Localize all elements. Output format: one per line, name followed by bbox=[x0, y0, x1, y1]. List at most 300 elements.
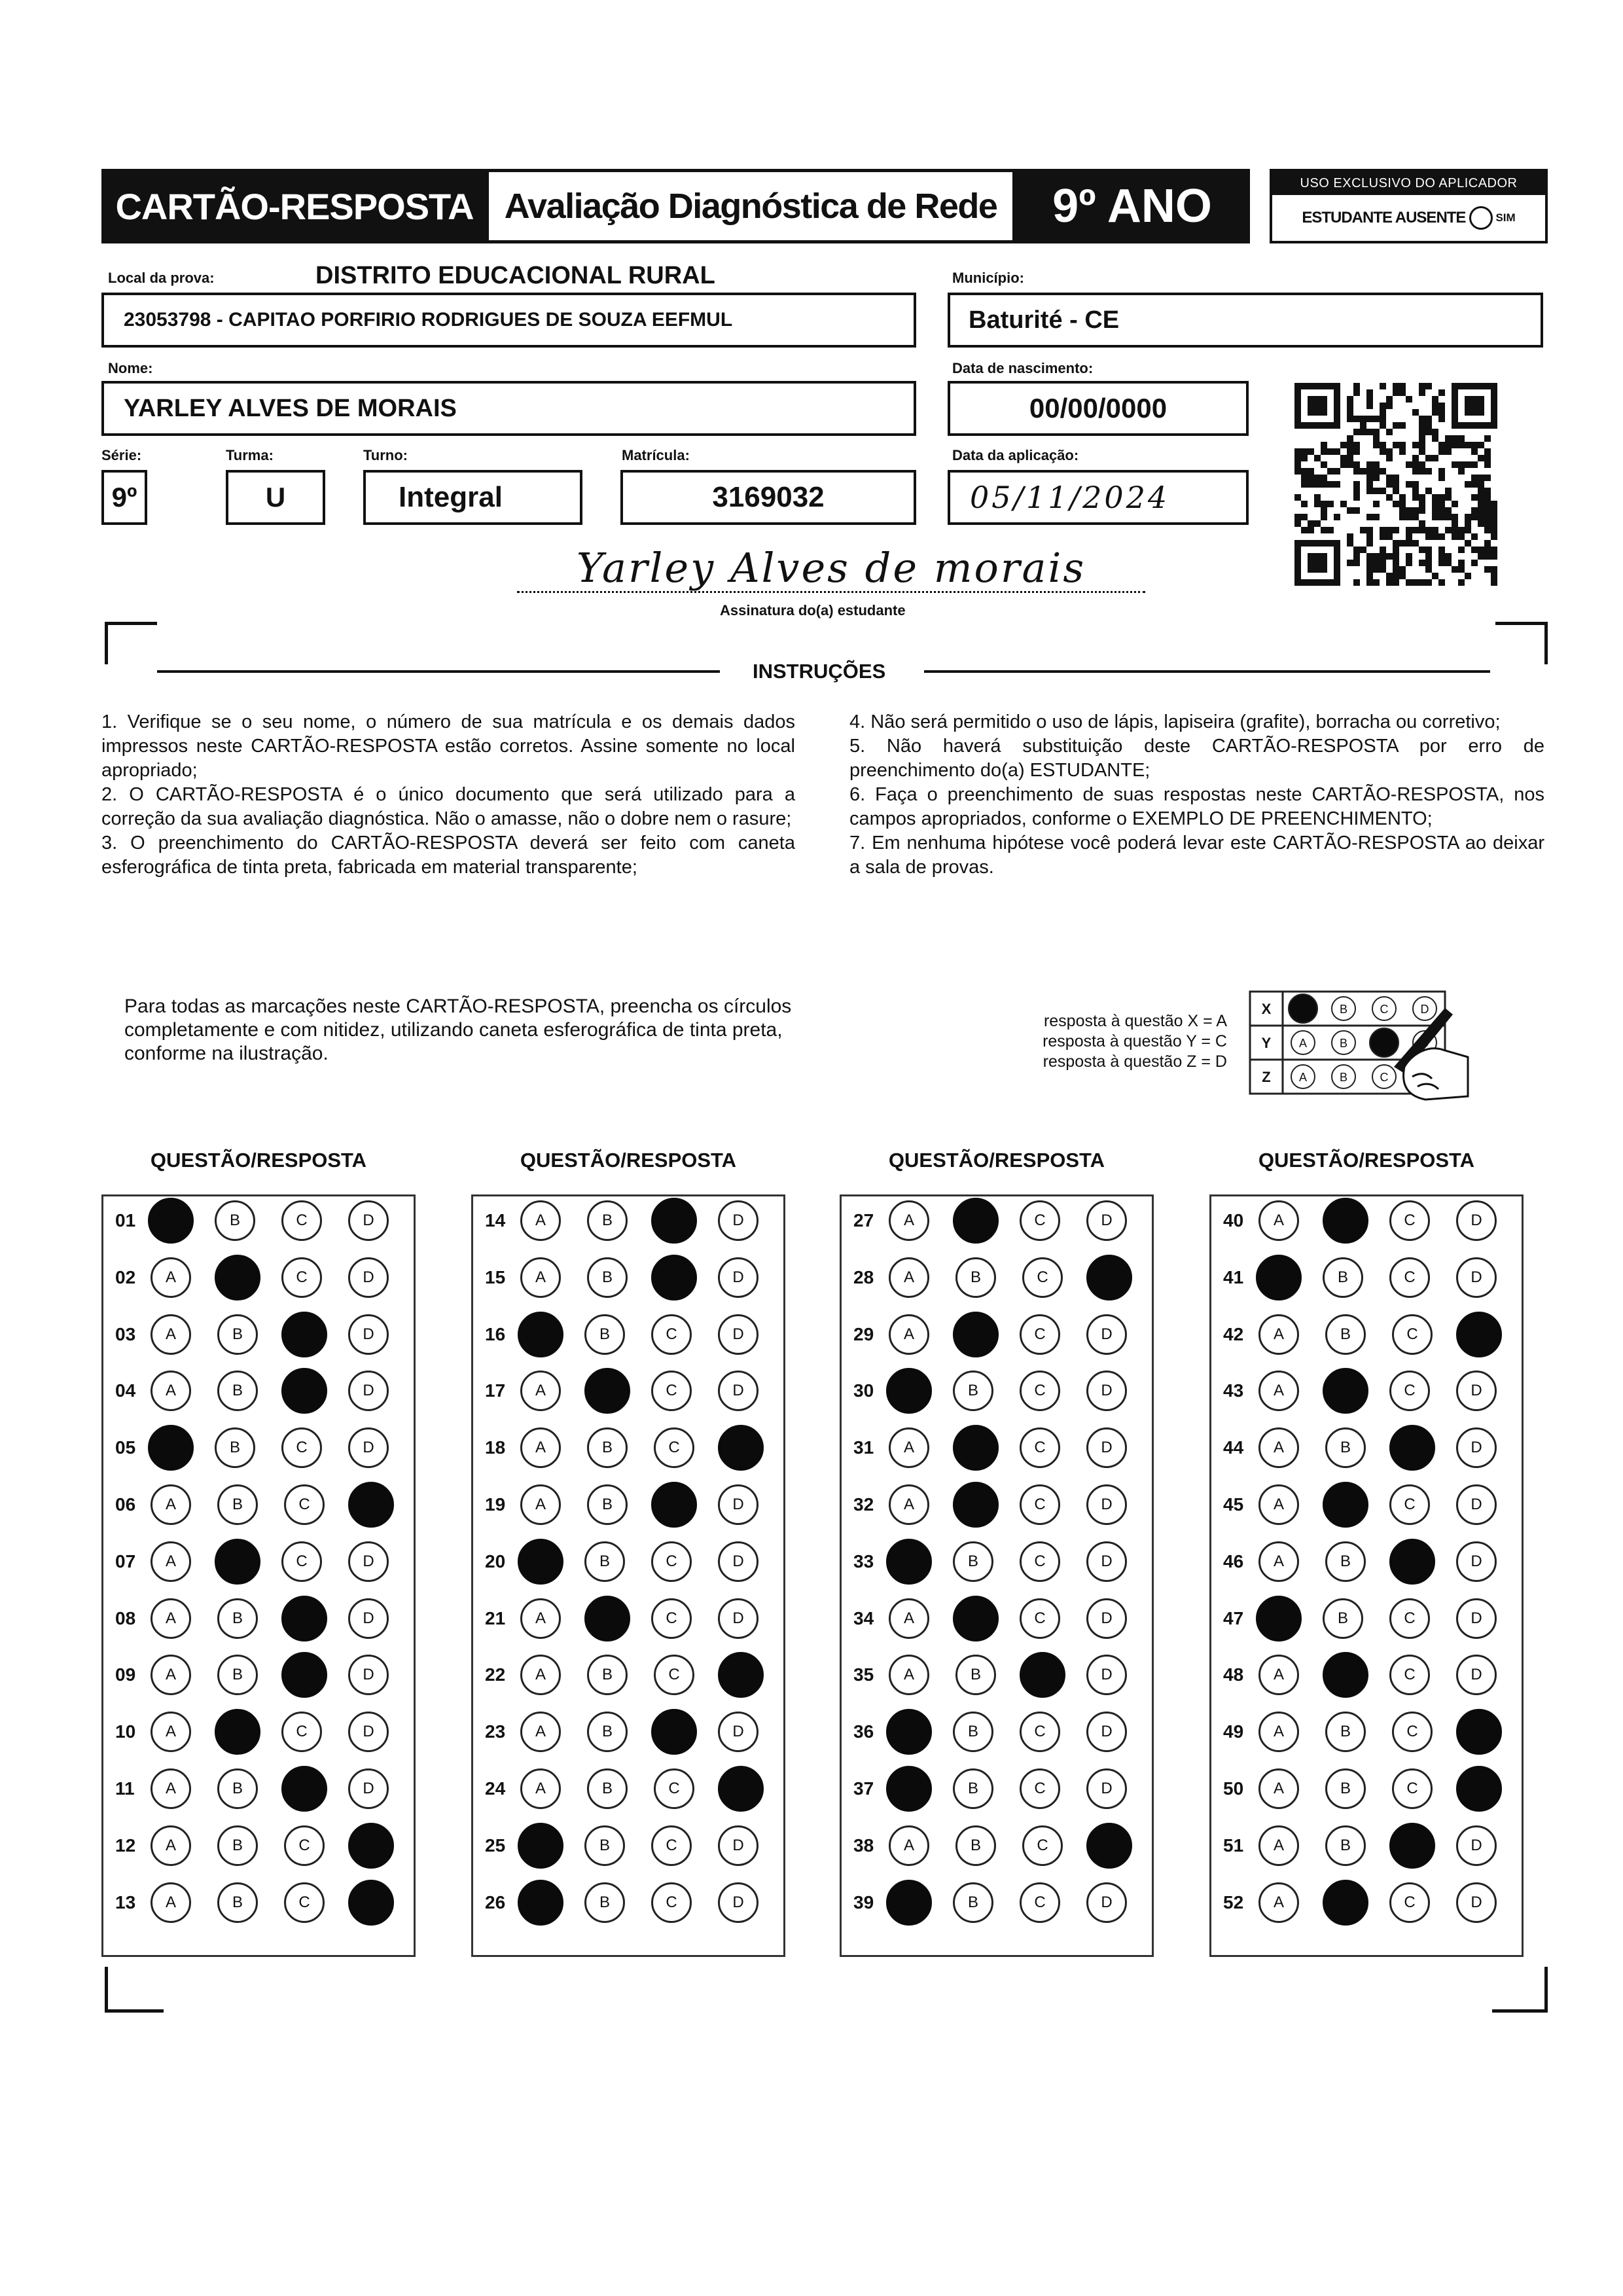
bubble-b[interactable]: B bbox=[587, 1655, 628, 1695]
question-number: 31 bbox=[853, 1437, 874, 1458]
answer-row bbox=[103, 1369, 415, 1412]
bubble-a-filled[interactable] bbox=[148, 1425, 194, 1471]
bubble-b-filled[interactable] bbox=[215, 1539, 260, 1585]
bubble-d[interactable]: D bbox=[718, 1712, 758, 1752]
bubble-d[interactable]: D bbox=[348, 1768, 389, 1809]
qr-module bbox=[1373, 579, 1380, 586]
bubble-c-filled[interactable] bbox=[281, 1596, 327, 1641]
bubble-b-filled[interactable] bbox=[953, 1482, 999, 1528]
qr-module bbox=[1484, 461, 1491, 468]
bubble-c[interactable]: C bbox=[651, 1882, 692, 1923]
qr-module bbox=[1301, 468, 1308, 475]
bubble-a[interactable]: A bbox=[1258, 1200, 1299, 1241]
bubble-c-filled[interactable] bbox=[1020, 1652, 1065, 1698]
bubble-b[interactable]: B bbox=[1325, 1427, 1366, 1468]
bubble-c[interactable]: C bbox=[651, 1598, 692, 1639]
qr-module bbox=[1366, 403, 1373, 409]
bubble-a[interactable]: A bbox=[889, 1484, 929, 1525]
bubble-c[interactable]: C bbox=[284, 1882, 325, 1923]
bubble-a-filled[interactable] bbox=[886, 1539, 932, 1585]
qr-module bbox=[1386, 494, 1393, 501]
qr-module bbox=[1353, 383, 1360, 389]
bubble-d[interactable]: D bbox=[718, 1825, 758, 1866]
bubble-b[interactable]: B bbox=[953, 1371, 993, 1411]
bubble-d[interactable]: D bbox=[1086, 1598, 1127, 1639]
bubble-d[interactable]: D bbox=[1086, 1882, 1127, 1923]
bubble-b[interactable]: B bbox=[1325, 1712, 1366, 1752]
bubble-c[interactable]: C bbox=[651, 1314, 692, 1355]
bubble-a[interactable]: A bbox=[520, 1427, 561, 1468]
bubble-c-filled[interactable] bbox=[651, 1709, 697, 1755]
bubble-b[interactable]: B bbox=[587, 1484, 628, 1525]
qr-module bbox=[1471, 514, 1478, 520]
bubble-a[interactable]: A bbox=[889, 1427, 929, 1468]
bubble-b[interactable]: B bbox=[584, 1314, 625, 1355]
bubble-b-filled[interactable] bbox=[584, 1596, 630, 1641]
bubble-c[interactable]: C bbox=[1020, 1484, 1060, 1525]
qr-module bbox=[1484, 435, 1491, 442]
answer-row bbox=[103, 1597, 415, 1640]
bubble-a[interactable]: A bbox=[1258, 1712, 1299, 1752]
qr-module bbox=[1393, 540, 1399, 547]
bubble-c[interactable]: C bbox=[654, 1427, 694, 1468]
qr-module bbox=[1419, 416, 1425, 422]
serie-field bbox=[101, 470, 147, 525]
qr-module bbox=[1386, 429, 1393, 435]
bubble-a[interactable]: A bbox=[889, 1200, 929, 1241]
bubble-a-filled[interactable] bbox=[518, 1880, 563, 1926]
bubble-b[interactable]: B bbox=[584, 1825, 625, 1866]
bubble-d[interactable]: D bbox=[348, 1598, 389, 1639]
bubble-a[interactable]: A bbox=[889, 1825, 929, 1866]
qr-module bbox=[1445, 488, 1452, 494]
bubble-c[interactable]: C bbox=[1020, 1200, 1060, 1241]
bubble-d-filled[interactable] bbox=[718, 1425, 764, 1471]
bubble-d[interactable]: D bbox=[348, 1655, 389, 1695]
bubble-a[interactable]: A bbox=[889, 1598, 929, 1639]
bubble-b[interactable]: B bbox=[217, 1882, 258, 1923]
bubble-a[interactable]: A bbox=[1258, 1825, 1299, 1866]
bubble-a-filled[interactable] bbox=[148, 1198, 194, 1244]
bubble-a[interactable]: A bbox=[151, 1484, 191, 1525]
bubble-a[interactable]: A bbox=[151, 1882, 191, 1923]
bubble-c-filled[interactable] bbox=[651, 1482, 697, 1528]
bubble-c[interactable]: C bbox=[281, 1427, 322, 1468]
bubble-d[interactable]: D bbox=[1086, 1371, 1127, 1411]
qr-module bbox=[1491, 566, 1497, 573]
bubble-d[interactable]: D bbox=[348, 1371, 389, 1411]
bubble-d[interactable]: D bbox=[1456, 1484, 1497, 1525]
qr-code-graphic bbox=[1294, 383, 1497, 586]
legend-y: resposta à questão Y = C bbox=[1043, 1032, 1227, 1050]
bubble-a-filled[interactable] bbox=[886, 1766, 932, 1812]
grade-text: 9º ANO bbox=[1052, 180, 1212, 232]
bubble-c[interactable]: C bbox=[654, 1655, 694, 1695]
bubble-d[interactable]: D bbox=[1456, 1371, 1497, 1411]
bubble-a[interactable]: A bbox=[889, 1655, 929, 1695]
answers-column-1 bbox=[101, 1194, 416, 1957]
qr-module bbox=[1380, 560, 1386, 566]
bubble-b[interactable]: B bbox=[587, 1712, 628, 1752]
bubble-d-filled[interactable] bbox=[348, 1823, 394, 1869]
qr-module bbox=[1366, 533, 1373, 540]
qr-module bbox=[1386, 475, 1393, 481]
bubble-c[interactable]: C bbox=[284, 1484, 325, 1525]
bubble-b[interactable]: B bbox=[953, 1712, 993, 1752]
bubble-c[interactable]: C bbox=[651, 1825, 692, 1866]
bubble-d-filled[interactable] bbox=[348, 1880, 394, 1926]
bubble-c[interactable]: C bbox=[281, 1200, 322, 1241]
bubble-a-filled[interactable] bbox=[518, 1539, 563, 1585]
bubble-d-filled[interactable] bbox=[1086, 1823, 1132, 1869]
bubble-b-filled[interactable] bbox=[584, 1368, 630, 1414]
bubble-c-filled[interactable] bbox=[651, 1255, 697, 1300]
bubble-a[interactable]: A bbox=[151, 1712, 191, 1752]
bubble-d[interactable]: D bbox=[718, 1598, 758, 1639]
bubble-d[interactable]: D bbox=[348, 1314, 389, 1355]
bubble-a[interactable]: A bbox=[520, 1371, 561, 1411]
bubble-b-filled[interactable] bbox=[1323, 1652, 1368, 1698]
bubble-a-filled[interactable] bbox=[1256, 1596, 1302, 1641]
qr-module bbox=[1419, 389, 1425, 396]
qr-module bbox=[1366, 429, 1373, 435]
qr-module bbox=[1399, 501, 1406, 507]
qr-module bbox=[1360, 468, 1366, 475]
bubble-b[interactable]: B bbox=[217, 1825, 258, 1866]
qr-module bbox=[1386, 396, 1393, 403]
question-number: 28 bbox=[853, 1266, 874, 1287]
bubble-a[interactable]: A bbox=[151, 1598, 191, 1639]
qr-module bbox=[1438, 501, 1445, 507]
bubble-d-filled[interactable] bbox=[1086, 1255, 1132, 1300]
answer-row bbox=[842, 1540, 1153, 1583]
bubble-d[interactable]: D bbox=[1086, 1712, 1127, 1752]
bubble-d[interactable]: D bbox=[718, 1257, 758, 1298]
bubble-c-filled[interactable] bbox=[281, 1312, 327, 1357]
qr-module bbox=[1353, 579, 1360, 586]
qr-module bbox=[1366, 396, 1373, 403]
bubble-c[interactable]: C bbox=[1020, 1598, 1060, 1639]
bubble-b-filled[interactable] bbox=[215, 1255, 260, 1300]
bubble-d[interactable]: D bbox=[718, 1314, 758, 1355]
answer-row bbox=[473, 1881, 785, 1924]
bubble-b[interactable]: B bbox=[217, 1314, 258, 1355]
absent-checkbox[interactable] bbox=[1469, 206, 1493, 230]
bubble-b[interactable]: B bbox=[217, 1484, 258, 1525]
bubble-d[interactable]: D bbox=[1456, 1825, 1497, 1866]
qr-module bbox=[1425, 547, 1432, 553]
qr-module bbox=[1484, 501, 1491, 507]
bubble-a[interactable]: A bbox=[151, 1371, 191, 1411]
bubble-d-filled[interactable] bbox=[718, 1652, 764, 1698]
matricula-label: Matrícula: bbox=[622, 447, 690, 463]
bubble-a[interactable]: A bbox=[1258, 1371, 1299, 1411]
bubble-d[interactable]: D bbox=[718, 1484, 758, 1525]
qr-module bbox=[1327, 501, 1334, 507]
bubble-c[interactable]: C bbox=[281, 1541, 322, 1582]
qr-module bbox=[1445, 553, 1452, 560]
instructions-right bbox=[849, 710, 1544, 880]
answer-row bbox=[473, 1824, 785, 1867]
bubble-a[interactable]: A bbox=[520, 1655, 561, 1695]
bubble-b-filled[interactable] bbox=[953, 1198, 999, 1244]
bubble-b[interactable]: B bbox=[955, 1655, 996, 1695]
bubble-d[interactable]: D bbox=[1456, 1257, 1497, 1298]
qr-module bbox=[1366, 475, 1373, 481]
bubble-d[interactable]: D bbox=[1086, 1427, 1127, 1468]
bubble-c[interactable]: C bbox=[1389, 1484, 1430, 1525]
bubble-b[interactable]: B bbox=[217, 1371, 258, 1411]
bubble-c[interactable]: C bbox=[284, 1825, 325, 1866]
bubble-c[interactable]: C bbox=[1389, 1598, 1430, 1639]
bubble-c[interactable]: C bbox=[1020, 1882, 1060, 1923]
bubble-d-filled[interactable] bbox=[1456, 1766, 1502, 1812]
bubble-d[interactable]: D bbox=[718, 1200, 758, 1241]
qr-module bbox=[1445, 494, 1452, 501]
bubble-a[interactable]: A bbox=[520, 1712, 561, 1752]
bubble-d[interactable]: D bbox=[348, 1712, 389, 1752]
bubble-c-filled[interactable] bbox=[651, 1198, 697, 1244]
bubble-a[interactable]: A bbox=[151, 1825, 191, 1866]
example-bubble-a-filled bbox=[1289, 994, 1317, 1023]
qr-module bbox=[1412, 540, 1419, 547]
bubble-c[interactable]: C bbox=[1020, 1712, 1060, 1752]
bubble-c[interactable]: C bbox=[1392, 1712, 1433, 1752]
bubble-d[interactable]: D bbox=[348, 1541, 389, 1582]
qr-module bbox=[1471, 448, 1478, 455]
qr-module bbox=[1399, 573, 1406, 579]
bubble-a[interactable]: A bbox=[151, 1314, 191, 1355]
answer-row bbox=[103, 1313, 415, 1356]
bubble-a-filled[interactable] bbox=[886, 1880, 932, 1926]
bubble-c[interactable]: C bbox=[1020, 1427, 1060, 1468]
question-number: 10 bbox=[115, 1721, 136, 1742]
bubble-b-filled[interactable] bbox=[1323, 1198, 1368, 1244]
bubble-c[interactable]: C bbox=[651, 1541, 692, 1582]
corner-top-right bbox=[1495, 622, 1548, 664]
qr-module bbox=[1425, 579, 1432, 586]
bubble-b[interactable]: B bbox=[217, 1655, 258, 1695]
bubble-d-filled[interactable] bbox=[718, 1766, 764, 1812]
bubble-a[interactable]: A bbox=[1258, 1314, 1299, 1355]
bubble-c[interactable]: C bbox=[1020, 1541, 1060, 1582]
bubble-b[interactable]: B bbox=[955, 1825, 996, 1866]
bubble-b-filled[interactable] bbox=[215, 1709, 260, 1755]
bubble-d[interactable]: D bbox=[1456, 1598, 1497, 1639]
bubble-c[interactable]: C bbox=[1022, 1257, 1063, 1298]
example-bubble-letter: C bbox=[1380, 1071, 1389, 1084]
corner-top-left bbox=[105, 622, 157, 664]
bubble-a[interactable]: A bbox=[1258, 1427, 1299, 1468]
answer-row bbox=[473, 1256, 785, 1299]
bubble-a[interactable]: A bbox=[889, 1257, 929, 1298]
answer-row bbox=[103, 1256, 415, 1299]
qr-module bbox=[1386, 527, 1393, 533]
bubble-a[interactable]: A bbox=[151, 1655, 191, 1695]
bubble-c[interactable]: C bbox=[1389, 1257, 1430, 1298]
qr-module bbox=[1438, 416, 1445, 422]
bubble-d[interactable]: D bbox=[1086, 1200, 1127, 1241]
qr-module bbox=[1353, 547, 1360, 553]
qr-module bbox=[1340, 442, 1347, 448]
bubble-c[interactable]: C bbox=[1389, 1655, 1430, 1695]
absent-row bbox=[1272, 195, 1545, 241]
qr-module bbox=[1491, 507, 1497, 514]
bubble-b[interactable]: B bbox=[587, 1257, 628, 1298]
bubble-b[interactable]: B bbox=[1323, 1598, 1363, 1639]
bubble-c[interactable]: C bbox=[1022, 1825, 1063, 1866]
bubble-b[interactable]: B bbox=[584, 1541, 625, 1582]
example-bubble-letter: B bbox=[1339, 1003, 1348, 1016]
question-number: 12 bbox=[115, 1835, 136, 1856]
qr-module bbox=[1366, 579, 1373, 586]
bubble-c[interactable]: C bbox=[651, 1371, 692, 1411]
qr-module bbox=[1432, 501, 1438, 507]
instructions-rule-right bbox=[924, 670, 1490, 673]
bubble-c-filled[interactable] bbox=[1389, 1425, 1435, 1471]
bubble-b[interactable]: B bbox=[953, 1882, 993, 1923]
bubble-c[interactable]: C bbox=[1020, 1371, 1060, 1411]
bubble-d[interactable]: D bbox=[1086, 1768, 1127, 1809]
bubble-a[interactable]: A bbox=[520, 1200, 561, 1241]
qr-module bbox=[1478, 514, 1484, 520]
bubble-b-filled[interactable] bbox=[953, 1425, 999, 1471]
bubble-b[interactable]: B bbox=[953, 1768, 993, 1809]
bubble-a[interactable]: A bbox=[889, 1314, 929, 1355]
bubble-a-filled[interactable] bbox=[1256, 1255, 1302, 1300]
bubble-d[interactable]: D bbox=[1456, 1427, 1497, 1468]
bubble-d[interactable]: D bbox=[1456, 1655, 1497, 1695]
bubble-c[interactable]: C bbox=[1389, 1200, 1430, 1241]
answers-column-title: QUESTÃO/RESPOSTA bbox=[1258, 1149, 1475, 1172]
bubble-d-filled[interactable] bbox=[1456, 1312, 1502, 1357]
bubble-c-filled[interactable] bbox=[1389, 1539, 1435, 1585]
qr-module bbox=[1347, 461, 1353, 468]
bubble-c-filled[interactable] bbox=[281, 1652, 327, 1698]
bubble-d[interactable]: D bbox=[348, 1427, 389, 1468]
bubble-b[interactable]: B bbox=[1325, 1541, 1366, 1582]
bubble-b[interactable]: B bbox=[955, 1257, 996, 1298]
qr-module bbox=[1353, 461, 1360, 468]
bubble-a[interactable]: A bbox=[151, 1257, 191, 1298]
bubble-b[interactable]: B bbox=[1323, 1257, 1363, 1298]
bubble-c[interactable]: C bbox=[281, 1712, 322, 1752]
bubble-b-filled[interactable] bbox=[1323, 1368, 1368, 1414]
bubble-a-filled[interactable] bbox=[518, 1823, 563, 1869]
qr-finder-part bbox=[1465, 396, 1484, 416]
qr-module bbox=[1478, 481, 1484, 488]
qr-module bbox=[1308, 448, 1314, 455]
example-bubble-letter: A bbox=[1298, 1071, 1308, 1084]
answer-row bbox=[842, 1710, 1153, 1753]
bubble-c[interactable]: C bbox=[1020, 1314, 1060, 1355]
bubble-b[interactable]: B bbox=[217, 1598, 258, 1639]
bubble-d[interactable]: D bbox=[1086, 1541, 1127, 1582]
bubble-b[interactable]: B bbox=[217, 1768, 258, 1809]
bubble-d[interactable]: D bbox=[1086, 1655, 1127, 1695]
bubble-a-filled[interactable] bbox=[886, 1709, 932, 1755]
bubble-d[interactable]: D bbox=[348, 1200, 389, 1241]
answer-row bbox=[1211, 1256, 1523, 1299]
bubble-a[interactable]: A bbox=[1258, 1882, 1299, 1923]
bubble-b[interactable]: B bbox=[587, 1427, 628, 1468]
bubble-d[interactable]: D bbox=[1456, 1541, 1497, 1582]
bubble-a[interactable]: A bbox=[1258, 1541, 1299, 1582]
bubble-b-filled[interactable] bbox=[1323, 1880, 1368, 1926]
bubble-c[interactable]: C bbox=[1392, 1768, 1433, 1809]
bubble-b-filled[interactable] bbox=[953, 1596, 999, 1641]
question-number: 13 bbox=[115, 1892, 136, 1912]
instruction-1: 1. Verifique se o seu nome, o número de sua matrícula e os demais dados impressos neste CARTÃO-RESPOSTA estão corretos. Assine somente no local apropriado; bbox=[101, 711, 795, 781]
grade-badge bbox=[1014, 169, 1250, 243]
bubble-b[interactable]: B bbox=[587, 1768, 628, 1809]
bubble-c-filled[interactable] bbox=[281, 1368, 327, 1414]
question-number: 04 bbox=[115, 1380, 136, 1401]
bubble-c[interactable]: C bbox=[1392, 1314, 1433, 1355]
bubble-c[interactable]: C bbox=[281, 1257, 322, 1298]
qr-module bbox=[1334, 468, 1340, 475]
bubble-d[interactable]: D bbox=[718, 1371, 758, 1411]
bubble-b-filled[interactable] bbox=[953, 1312, 999, 1357]
bubble-c[interactable]: C bbox=[1389, 1371, 1430, 1411]
bubble-a[interactable]: A bbox=[151, 1541, 191, 1582]
qr-module bbox=[1347, 403, 1353, 409]
bubble-d-filled[interactable] bbox=[348, 1482, 394, 1528]
qr-module bbox=[1419, 448, 1425, 455]
bubble-d[interactable]: D bbox=[1086, 1314, 1127, 1355]
bubble-a[interactable]: A bbox=[1258, 1768, 1299, 1809]
bubble-b[interactable]: B bbox=[1325, 1314, 1366, 1355]
qr-module bbox=[1458, 579, 1465, 586]
bubble-a[interactable]: A bbox=[520, 1257, 561, 1298]
bubble-d-filled[interactable] bbox=[1456, 1709, 1502, 1755]
qr-module bbox=[1406, 553, 1412, 560]
bubble-b[interactable]: B bbox=[584, 1882, 625, 1923]
bubble-c[interactable]: C bbox=[654, 1768, 694, 1809]
answer-row bbox=[103, 1483, 415, 1526]
bubble-c-filled[interactable] bbox=[281, 1766, 327, 1812]
bubble-a[interactable]: A bbox=[520, 1768, 561, 1809]
bubble-d[interactable]: D bbox=[348, 1257, 389, 1298]
bubble-b[interactable]: B bbox=[215, 1427, 255, 1468]
bubble-b[interactable]: B bbox=[587, 1200, 628, 1241]
bubble-d[interactable]: D bbox=[1456, 1882, 1497, 1923]
bubble-b[interactable]: B bbox=[953, 1541, 993, 1582]
bubble-c[interactable]: C bbox=[1389, 1882, 1430, 1923]
qr-module bbox=[1366, 527, 1373, 533]
qr-module bbox=[1445, 435, 1452, 442]
bubble-a-filled[interactable] bbox=[518, 1312, 563, 1357]
bubble-a[interactable]: A bbox=[151, 1768, 191, 1809]
bubble-b-filled[interactable] bbox=[1323, 1482, 1368, 1528]
bubble-a-filled[interactable] bbox=[886, 1368, 932, 1414]
bubble-b[interactable]: B bbox=[1325, 1768, 1366, 1809]
bubble-a[interactable]: A bbox=[1258, 1655, 1299, 1695]
bubble-a[interactable]: A bbox=[1258, 1484, 1299, 1525]
bubble-d[interactable]: D bbox=[718, 1882, 758, 1923]
bubble-a[interactable]: A bbox=[520, 1484, 561, 1525]
bubble-c[interactable]: C bbox=[1020, 1768, 1060, 1809]
qr-module bbox=[1419, 429, 1425, 435]
bubble-b[interactable]: B bbox=[1325, 1825, 1366, 1866]
bubble-d[interactable]: D bbox=[718, 1541, 758, 1582]
bubble-c-filled[interactable] bbox=[1389, 1823, 1435, 1869]
bubble-d[interactable]: D bbox=[1086, 1484, 1127, 1525]
bubble-b[interactable]: B bbox=[215, 1200, 255, 1241]
bubble-d[interactable]: D bbox=[1456, 1200, 1497, 1241]
qr-module bbox=[1321, 481, 1327, 488]
bubble-a[interactable]: A bbox=[520, 1598, 561, 1639]
